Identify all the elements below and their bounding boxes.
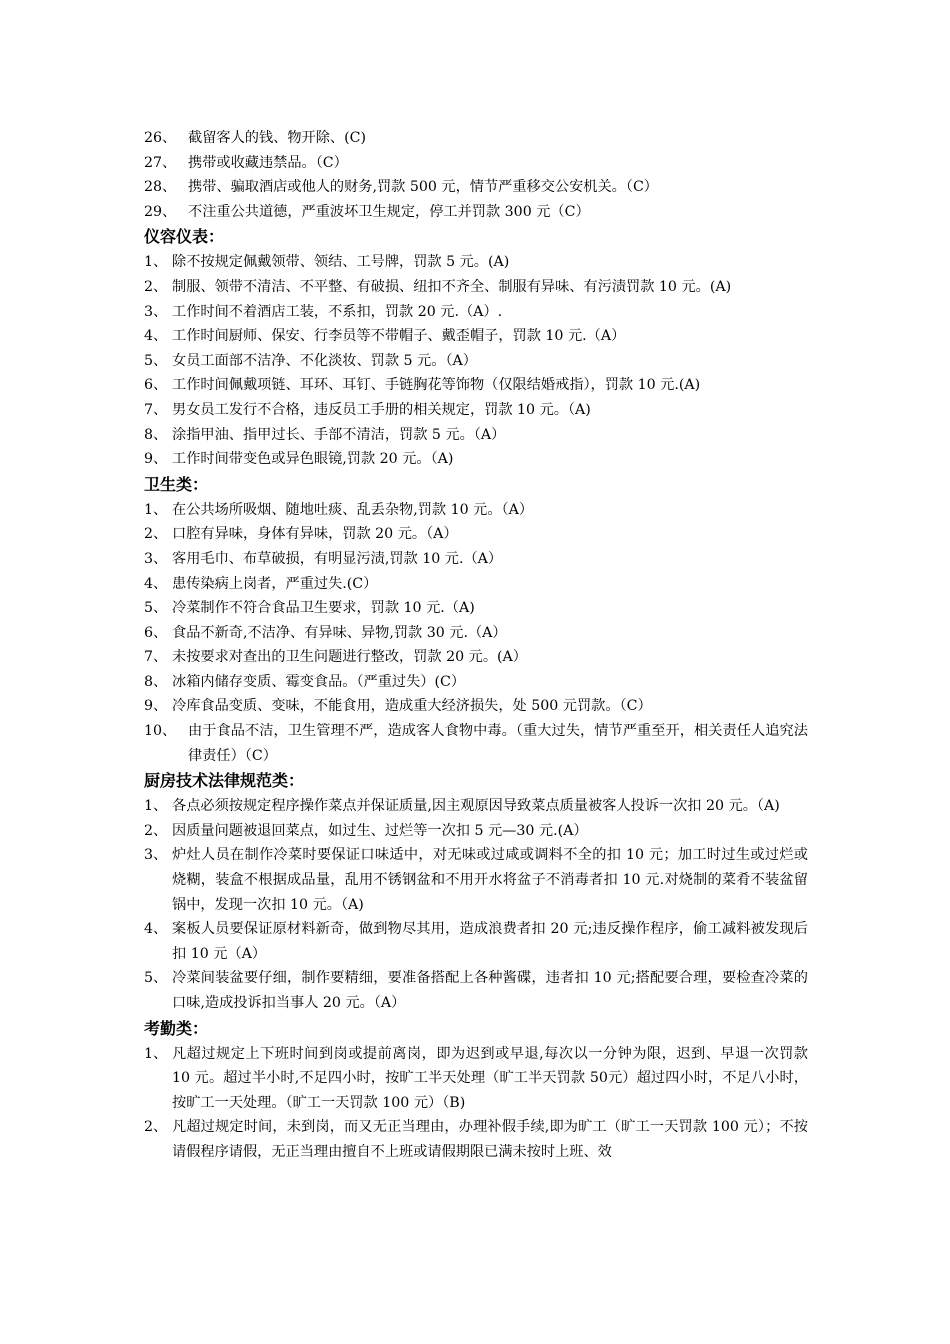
list-item	[144, 423, 808, 448]
item-number: 3、	[144, 550, 168, 567]
item-text: 携带、骗取酒店或他人的财务,罚款 500 元，情节严重移交公安机关。（C）	[188, 179, 658, 196]
list-item	[144, 200, 808, 225]
item-number: 29、	[144, 203, 177, 220]
item-text: 制服、领带不清洁、不平整、有破损、纽扣不齐全、制服有异味、有污渍罚款 10 元。(A)	[172, 278, 732, 295]
list-item	[144, 522, 808, 547]
list-item	[144, 843, 808, 917]
list-item	[144, 349, 808, 374]
list-item	[144, 621, 808, 646]
section-heading: 考勤类：	[144, 1018, 209, 1038]
list-item	[144, 1115, 808, 1164]
item-number: 27、	[144, 154, 177, 171]
item-text: 冷菜间装盆要仔细，制作要精细，要准备搭配上各种酱碟，违者扣 10 元;搭配要合理，要检查冷菜的口味,造成投诉扣当事人 20 元。（A）	[172, 970, 808, 1011]
item-text: 炉灶人员在制作冷菜时要保证口味适中，对无味或过咸或调料不全的扣 10 元；加工时过生或过烂或烧糊，装盒不根据成品量，乱用不锈钢盆和不用开水将盆子不消毒者扣 10 元.对烧制的菜肴不装盆留锅中，发现一次扣 10 元。（A)	[172, 847, 808, 913]
list-item	[144, 694, 808, 719]
item-number: 7、	[144, 649, 168, 666]
item-number: 26、	[144, 130, 177, 146]
section-heading: 卫生类：	[144, 474, 209, 494]
list-item	[144, 151, 808, 176]
item-number: 5、	[144, 352, 168, 369]
list-item	[144, 498, 808, 523]
item-text: 涂指甲油、指甲过长、手部不清洁，罚款 5 元。（A）	[172, 426, 506, 443]
list-item	[144, 794, 808, 819]
item-text: 除不按规定佩戴领带、领结、工号牌，罚款 5 元。(A)	[172, 254, 510, 271]
list-item	[144, 126, 808, 151]
item-text: 不注重公共道德，严重波坏卫生规定，停工并罚款 300 元（C）	[188, 203, 590, 220]
item-text: 凡超过规定时间，未到岗，而又无正当理由，办理补假手续,即为旷工（旷工一天罚款 100 元）；不按请假程序请假，无正当理由擅自不上班或请假期限已满未按时上班、效	[172, 1119, 808, 1160]
list-item	[144, 966, 808, 1015]
item-number: 3、	[144, 303, 168, 320]
list-item	[144, 250, 808, 275]
item-number: 1、	[144, 501, 168, 518]
list-item	[144, 300, 808, 325]
item-text: 未按要求对查出的卫生问题进行整改，罚款 20 元。(A）	[172, 649, 527, 666]
list-item	[144, 373, 808, 398]
list-item	[144, 819, 808, 844]
item-text: 案板人员要保证原材料新奇，做到物尽其用，造成浪费者扣 20 元;违反操作程序，偷工减料被发现后扣 10 元（A）	[172, 921, 808, 962]
item-number: 8、	[144, 426, 168, 443]
list-item	[144, 596, 808, 621]
item-text: 冷库食品变质、变味，不能食用，造成重大经济损失，处 500 元罚款。（C）	[172, 698, 652, 715]
item-text: 女员工面部不洁净、不化淡妆、罚款 5 元。（A）	[172, 352, 477, 369]
item-number: 8、	[144, 673, 168, 690]
item-number: 2、	[144, 822, 168, 839]
item-number: 28、	[144, 179, 177, 196]
document-body	[144, 126, 808, 1165]
item-text: 冰箱内储存变质、霉变食品。（严重过失）(C）	[172, 673, 466, 690]
item-number: 9、	[144, 451, 168, 468]
item-text: 工作时间不着酒店工装，不系扣，罚款 20 元.（A）.	[172, 303, 503, 320]
item-text: 由于食品不洁，卫生管理不严，造成客人食物中毒。（重大过失，情节严重至开，相关责任人追究法律责任）（C）	[188, 723, 808, 764]
item-text: 各点必须按规定程序操作菜点并保证质量,因主观原因导致菜点质量被客人投诉一次扣 20 元。（A)	[172, 798, 780, 815]
item-text: 食品不新奇,不洁净、有异味、异物,罚款 30 元.（A）	[172, 624, 507, 641]
item-text: 凡超过规定上下班时间到岗或提前离岗，即为迟到或早退,每次以一分钟为限，迟到、早退一次罚款 10 元。超过半小时,不足四小时，按旷工半天处理（旷工半天罚款 50元）超过四小时，不足八小时，按旷工一天处理。（旷工一天罚款 100 元）（B)	[172, 1045, 808, 1111]
list-item	[144, 324, 808, 349]
item-number: 6、	[144, 377, 168, 394]
item-text: 在公共场所吸烟、随地吐痰、乱丢杂物,罚款 10 元。（A）	[172, 501, 534, 518]
item-number: 7、	[144, 401, 168, 418]
item-text: 工作时间厨师、保安、行李员等不带帽子、戴歪帽子，罚款 10 元.（A）	[172, 328, 626, 345]
list-item	[144, 275, 808, 300]
item-number: 5、	[144, 600, 168, 617]
item-text: 携带或收藏违禁品。（C）	[188, 154, 348, 171]
item-text: 工作时间带变色或异色眼镜,罚款 20 元。（A)	[172, 451, 454, 468]
item-text: 因质量问题被退回菜点，如过生、过烂等一次扣 5 元—30 元.(A）	[172, 822, 588, 839]
item-number: 4、	[144, 328, 168, 345]
list-item	[144, 670, 808, 695]
item-text: 客用毛巾、布草破损，有明显污渍,罚款 10 元.（A）	[172, 550, 503, 567]
list-item	[144, 645, 808, 670]
list-item	[144, 447, 808, 472]
item-text: 截留客人的钱、物开除、(C)	[188, 130, 366, 146]
item-number: 3、	[144, 847, 168, 864]
list-item	[144, 1042, 808, 1116]
list-item	[144, 572, 808, 597]
item-number: 1、	[144, 1045, 168, 1062]
item-text: 工作时间佩戴项链、耳环、耳钉、手链胸花等饰物（仅限结婚戒指），罚款 10 元.(A)	[172, 377, 701, 394]
list-item	[144, 719, 808, 768]
item-number: 2、	[144, 1119, 168, 1136]
item-number: 6、	[144, 624, 168, 641]
item-number: 5、	[144, 970, 168, 987]
list-item	[144, 175, 808, 200]
item-number: 4、	[144, 921, 168, 938]
item-number: 9、	[144, 698, 168, 715]
item-number: 1、	[144, 254, 168, 271]
list-item	[144, 547, 808, 572]
item-number: 4、	[144, 575, 168, 592]
item-number: 2、	[144, 526, 168, 543]
item-number: 1、	[144, 798, 168, 815]
item-number: 2、	[144, 278, 168, 295]
list-item	[144, 917, 808, 966]
item-text: 口腔有异味，身体有异味，罚款 20 元。（A）	[172, 526, 458, 543]
item-text: 患传染病上岗者，严重过失.(C）	[172, 575, 378, 592]
list-item	[144, 398, 808, 423]
section-heading: 仪容仪表：	[144, 227, 225, 247]
item-text: 男女员工发行不合格，违反员工手册的相关规定，罚款 10 元。（A)	[172, 401, 591, 418]
item-number: 10、	[144, 723, 177, 740]
section-heading: 厨房技术法律规范类：	[144, 771, 305, 791]
item-text: 冷菜制作不符合食品卫生要求，罚款 10 元.（A)	[172, 600, 475, 617]
